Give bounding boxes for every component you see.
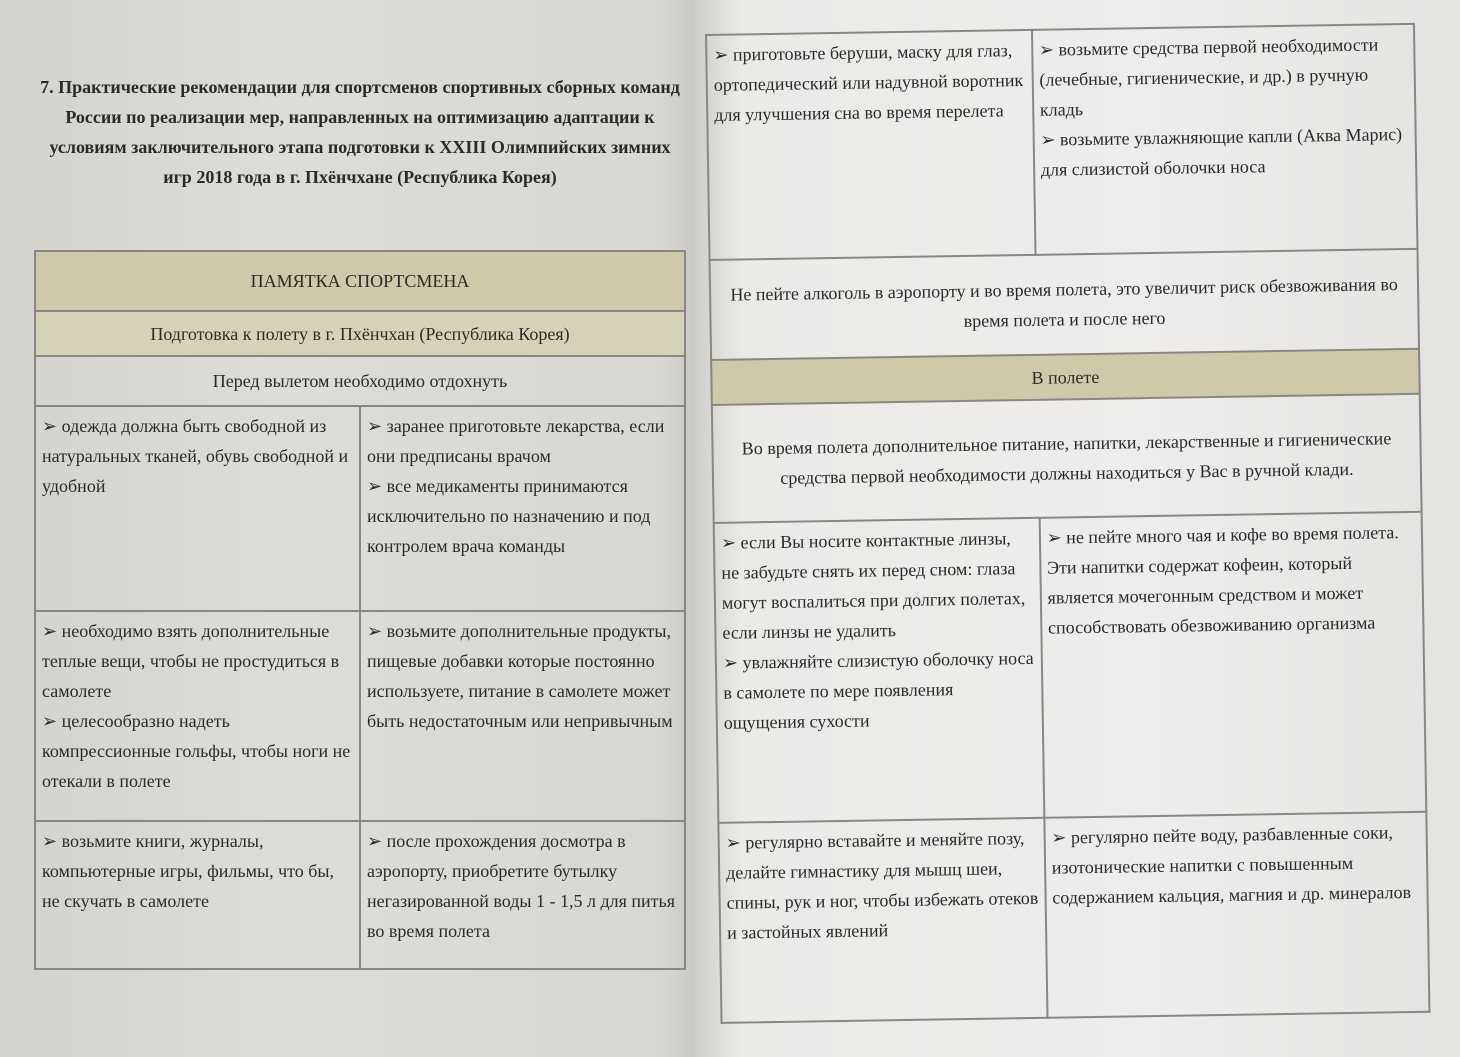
table-cell	[1039, 512, 1426, 818]
right-page	[695, 0, 1460, 1057]
alcohol-note: Не пейте алкоголь в аэропорту и во время полета, это увеличит риск обезвоживания во время полета и после него	[710, 249, 1419, 360]
table-cell	[35, 821, 360, 969]
table-cell	[360, 821, 685, 969]
bullet-item: ➢ приготовьте беруши, маску для глаз, ортопедический или надувной воротник для улучшения сна во время перелета	[713, 35, 1026, 130]
bullet-item: ➢ одежда должна быть свободной из натуральных тканей, обувь свободной и удобной	[42, 411, 353, 501]
bullet-item: ➢ регулярно пейте воду, разбавленные соки, изотонические напитки с повышенным содержанием кальция, магния и др. минералов	[1051, 817, 1421, 913]
table-header: ПАМЯТКА СПОРТСМЕНА	[35, 251, 685, 311]
bullet-item: ➢ после прохождения досмотра в аэропорту, приобретите бутылку негазированной воды 1 - 1,5 л для питья во время полета	[367, 826, 678, 946]
bullet-item: ➢ возьмите средства первой необходимости (лечебные, гигиенические, и др.) в ручную кладь	[1039, 29, 1409, 125]
table-cell	[360, 406, 685, 611]
table-cell	[1044, 812, 1429, 1018]
section-label: Перед вылетом необходимо отдохнуть	[35, 356, 685, 406]
athlete-memo-table	[34, 250, 686, 970]
bullet-item: ➢ целесообразно надеть компрессионные гольфы, чтобы ноги не отекали в полете	[42, 706, 353, 796]
table-cell	[35, 406, 360, 611]
left-page	[0, 0, 695, 1057]
bullet-item: ➢ если Вы носите контактные линзы, не забудьте снять их перед сном: глаза могут воспалиться при долгих полетах, если линзы не удалить	[721, 523, 1035, 648]
section-title: 7. Практические рекомендации для спортсменов спортивных сборных команд России по реализации мер, направленных на оптимизацию адаптации к условиям заключительного этапа подготовки к XXIII Олимпийских зимних игр 2018 года в г. Пхёнчхане (Республика Корея)	[40, 77, 680, 187]
bullet-item: ➢ не пейте много чая и кофе во время полета. Эти напитки содержат кофеин, который является мочегонным средством и может способствовать обезвоживанию организма	[1046, 517, 1416, 643]
info-note: Во время полета дополнительное питание, напитки, лекарственные и гигиенические средства первой необходимости должны находиться у Вас в ручной клади.	[712, 394, 1422, 523]
section-label: В полете	[711, 349, 1420, 405]
table-cell	[35, 611, 360, 821]
table-cell	[706, 30, 1035, 260]
flight-memo-table	[705, 23, 1430, 1024]
table-cell	[718, 818, 1047, 1023]
bullet-item: ➢ все медикаменты принимаются исключительно по назначению и под контролем врача команды	[367, 471, 678, 561]
bullet-item: ➢ возьмите дополнительные продукты, пищевые добавки которые постоянно используете, питание в самолете может быть недостаточным или непривычным	[367, 616, 678, 736]
table-subheader: Подготовка к полету в г. Пхёнчхан (Республика Корея)	[35, 311, 685, 356]
table-cell	[714, 518, 1044, 823]
bullet-item: ➢ увлажняйте слизистую оболочку носа в самолете по мере появления ощущения сухости	[723, 643, 1036, 738]
bullet-item: ➢ заранее приготовьте лекарства, если они предписаны врачом	[367, 411, 678, 471]
bullet-item: ➢ возьмите книги, журналы, компьютерные игры, фильмы, что бы, не скучать в самолете	[42, 826, 353, 916]
bullet-item: ➢ возьмите увлажняющие капли (Аква Марис) для слизистой оболочки носа	[1040, 119, 1409, 185]
bullet-item: ➢ регулярно вставайте и меняйте позу, делайте гимнастику для мышц шеи, спины, рук и ног, чтобы избежать отеков и застойных явлений	[725, 823, 1039, 948]
table-cell	[1032, 24, 1418, 255]
bullet-item: ➢ необходимо взять дополнительные теплые вещи, чтобы не простудиться в самолете	[42, 616, 353, 706]
table-cell	[360, 611, 685, 821]
